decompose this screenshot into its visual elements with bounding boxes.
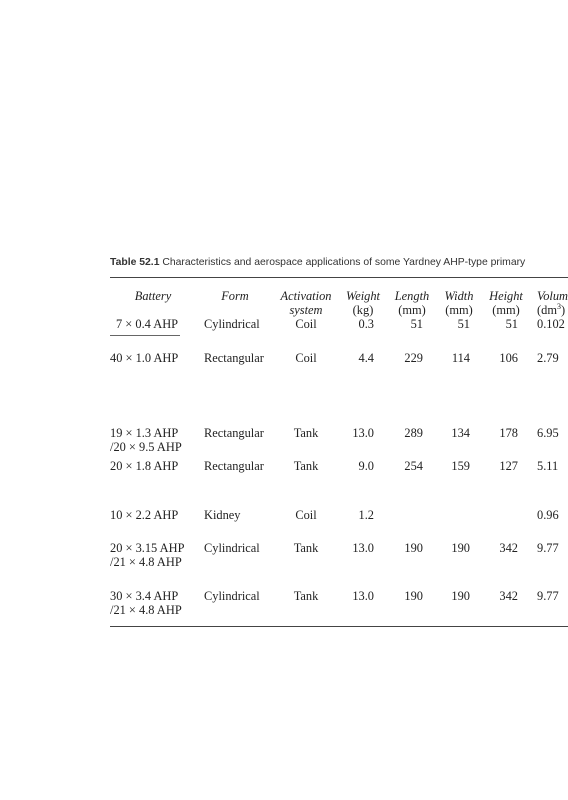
- table-row-7-volume: 9.77: [537, 589, 559, 603]
- header-activation: [276, 289, 336, 317]
- table-row-2-height: 106: [499, 351, 518, 365]
- header-width: [437, 289, 481, 317]
- table-row-7-length: 190: [404, 589, 423, 603]
- table-row-1-activation: Coil: [295, 317, 317, 331]
- table-row-3-height: 178: [499, 426, 518, 440]
- table-row-6-height: 342: [499, 541, 518, 555]
- table-row-7-width: 190: [451, 589, 470, 603]
- table-row-2-length: 229: [404, 351, 423, 365]
- table-row-1-battery: 7 × 0.4 AHP: [116, 317, 179, 331]
- table-row-3-activation: Tank: [293, 426, 319, 440]
- table-row-5-form: Kidney: [204, 508, 241, 522]
- table-row-5-activation: Coil: [295, 508, 317, 522]
- table-row-6-length: 190: [404, 541, 423, 555]
- header-weight-line1: Weight: [346, 289, 380, 303]
- table-row-7-weight: 13.0: [352, 589, 374, 603]
- table-row-2-battery: 40 × 1.0 AHP: [110, 351, 179, 365]
- table-top-rule: [110, 277, 568, 278]
- table-row-3-weight: 13.0: [352, 426, 374, 440]
- header-length: [389, 289, 435, 317]
- table-row-7-battery-line1: 30 × 3.4 AHP: [110, 589, 179, 603]
- table-row-2-form: Rectangular: [204, 351, 264, 365]
- table-row-4-height: 127: [499, 459, 518, 473]
- table-row-6-battery-line1: 20 × 3.15 AHP: [110, 541, 185, 555]
- table-bottom-rule: [110, 626, 568, 627]
- table-row-2-weight: 4.4: [358, 351, 374, 365]
- header-volume-line2: [537, 303, 568, 317]
- table-caption: [110, 257, 525, 268]
- table-row-6-activation: Tank: [293, 541, 319, 555]
- table-row-7-activation: Tank: [293, 589, 319, 603]
- table-row-3-form: Rectangular: [204, 426, 264, 440]
- table-row-7-battery-line2: /21 × 4.8 AHP: [110, 603, 182, 617]
- table-row-1-form: Cylindrical: [204, 317, 260, 331]
- header-height-line2: (mm): [492, 303, 520, 317]
- table-row-4-activation: Tank: [293, 459, 319, 473]
- table-row-3-volume: 6.95: [537, 426, 559, 440]
- header-activation-line2: system: [289, 303, 323, 317]
- table-row-3-battery-line2: /20 × 9.5 AHP: [110, 440, 182, 454]
- table-row-5-volume: 0.96: [537, 508, 559, 522]
- table-row-4-width: 159: [451, 459, 470, 473]
- table-row-7-height: 342: [499, 589, 518, 603]
- table-row-3-length: 289: [404, 426, 423, 440]
- header-width-line1: Width: [444, 289, 474, 303]
- table-row-1-volume: 0.102: [537, 317, 565, 331]
- table-row-3-battery: [110, 426, 182, 454]
- table-row-6-battery: [110, 541, 184, 569]
- table-row-6-form: Cylindrical: [204, 541, 260, 555]
- table-row-2-width: 114: [451, 351, 470, 365]
- header-volume-exponent: 3: [556, 301, 561, 311]
- header-volume-unit: (dm: [537, 303, 557, 317]
- table-row-6-battery-line2: /21 × 4.8 AHP: [110, 555, 182, 569]
- header-weight: [341, 289, 385, 317]
- table-row-1-height: 51: [505, 317, 518, 331]
- table-row-1-width: 51: [457, 317, 470, 331]
- table-row-1-length: 51: [410, 317, 423, 331]
- header-length-line2: (mm): [398, 303, 426, 317]
- table-row-2-volume: 2.79: [537, 351, 559, 365]
- table-caption-text: Characteristics and aerospace applications of some Yardney AHP-type primary: [159, 257, 526, 268]
- header-length-line1: Length: [394, 289, 430, 303]
- table-row-3-width: 134: [451, 426, 470, 440]
- table-row-6-width: 190: [451, 541, 470, 555]
- header-height: [483, 289, 529, 317]
- header-form: Form: [221, 289, 249, 303]
- header-volume: [537, 289, 568, 317]
- table-row-5-weight: 1.2: [358, 508, 374, 522]
- header-weight-line2: (kg): [352, 303, 374, 317]
- table-row-7-battery: [110, 589, 182, 617]
- header-width-line2: (mm): [445, 303, 473, 317]
- table-row-7-form: Cylindrical: [204, 589, 260, 603]
- table-row-4-weight: 9.0: [358, 459, 374, 473]
- table-row-4-length: 254: [404, 459, 423, 473]
- header-height-line1: Height: [489, 289, 523, 303]
- table-row-6-volume: 9.77: [537, 541, 559, 555]
- table-caption-label: Table 52.1: [110, 257, 160, 268]
- table-row-3-battery-line1: 19 × 1.3 AHP: [110, 426, 179, 440]
- table-row-4-form: Rectangular: [204, 459, 264, 473]
- table-row-4-battery: 20 × 1.8 AHP: [110, 459, 179, 473]
- table-row-6-weight: 13.0: [352, 541, 374, 555]
- table-row-1-weight: 0.3: [358, 317, 374, 331]
- table-row-2-activation: Coil: [295, 351, 317, 365]
- header-volume-line1: Volum: [537, 289, 568, 303]
- header-activation-line1: Activation: [280, 289, 332, 303]
- header-battery: Battery: [134, 289, 172, 303]
- header-volume-close: ): [560, 303, 566, 317]
- table-row-5-battery: 10 × 2.2 AHP: [110, 508, 179, 522]
- table-row-4-volume: 5.11: [537, 459, 559, 473]
- header-bottom-rule: [110, 335, 180, 336]
